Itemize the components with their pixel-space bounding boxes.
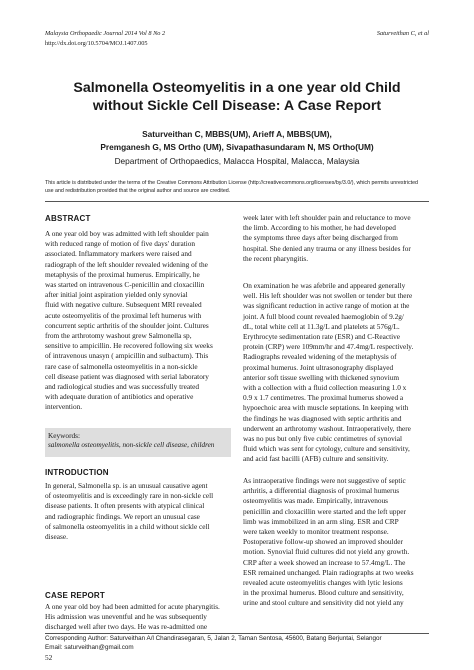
text-line: fluid which was sent for cytology, culture and sensitivity, [243, 444, 410, 454]
text-line: the limb. According to his mother, he had developed [243, 223, 396, 233]
text-line: was started on intravenous C-penicillin and cloxacillin [45, 280, 205, 290]
text-line: was significant reduction in active range of motion at the [243, 301, 410, 311]
text-line: with adequate duration of antibiotics and operative [45, 392, 194, 402]
author-list [0, 128, 474, 154]
footer-email[interactable]: Email: saturveithan@gmail.com [45, 643, 134, 651]
text-line: proximal humerus. Joint ultrasonography displayed [243, 362, 394, 372]
text-line: 0.9 x 1.7 centimetres. The proximal humerus showed a [243, 393, 404, 403]
text-line: discharged well after two days. He was re-admitted one [45, 622, 208, 632]
text-line: Radiographs revealed widening of the metaphysis of [243, 352, 397, 362]
text-line: osteomyelitis was made. Empirically, intravenous [243, 496, 389, 506]
text-line: anterior soft tissue swelling with thickened synovium [243, 372, 400, 382]
text-line: On examination he was afebrile and appeared generally [243, 281, 406, 290]
text-line: A one year old boy had been admitted for acute pharyngitis. [45, 602, 220, 611]
license-line: use and redistribution provided that the original author and source are credited. [45, 187, 231, 194]
text-line: after initial joint aspiration yielded only synovial [45, 290, 188, 300]
text-line: of salmonella osteomyelitis in a child without sickle cell [45, 521, 210, 531]
journal-citation: Malaysia Orthopaedic Journal 2014 Vol 8 No 2 [45, 30, 166, 37]
title-line: without Sickle Cell Disease: A Case Report [92, 98, 382, 114]
abstract-text [45, 229, 231, 413]
text-line: disease. [45, 532, 68, 542]
text-line: hospital. She denied any trauma or any illness besides for [243, 243, 411, 253]
text-line: urine and stool culture and sensitivity did not yield any [243, 598, 404, 608]
body-paragraph-examination [243, 281, 429, 465]
running-head-authors: Saturveithan C, et al [376, 30, 429, 37]
text-line: dL, total white cell at 11.3g/L and platelets at 576g/L. [243, 321, 400, 331]
text-line: metaphysis of the proximal humerus. Empirically, he [45, 269, 200, 279]
introduction-heading: INTRODUCTION [45, 468, 109, 477]
footer-divider [45, 633, 429, 634]
text-line: and radiographic findings. We report an unusual case [45, 511, 200, 521]
license-line: This article is distributed under the terms of the Creative Commons Attribution License (http://creativecommons.org/licenses/by/3.0/), which permits unrestricted [45, 180, 418, 186]
text-line: As intraoperative findings were not suggestive of septic [243, 476, 406, 485]
text-line: acute osteomyelitis of the proximal left humerus with [45, 310, 202, 320]
case-report-heading: CASE REPORT [45, 591, 105, 600]
text-line: arthritis, a differential diagnosis of proximal humerus [243, 486, 400, 496]
text-line: was no pus but only five cubic centimetres of synovial [243, 434, 403, 444]
footer-line: Corresponding Author: Saturveithan A/l Chandirasegaran, 5, Jalan 2, Taman Sentosa, 45600, Batang Berjuntai, Selangor [45, 635, 382, 642]
doi-link[interactable]: http://dx.doi.org/10.5704/MOJ.1407.005 [45, 40, 148, 47]
text-line: radiograph of the left shoulder revealed widening of the [45, 259, 208, 269]
text-line: concurrent septic arthritis of the shoulder joint. Cultures [45, 320, 209, 330]
text-line: CRP after a week showed an increase to 57.4mg/L. The [243, 557, 406, 567]
text-line: In general, Salmonella sp. is an unusual causative agent [45, 481, 208, 490]
text-line: were taken weekly to monitor treatment response. [243, 527, 389, 537]
text-line: hypoechoic area with muscle septations. In keeping with [243, 403, 409, 413]
article-title [0, 79, 474, 115]
text-line: with reduced range of motion of five days' duration [45, 239, 196, 249]
text-line: penicillin and cloxacillin were started and the left upper [243, 506, 406, 516]
title-line: Salmonella Osteomyelitis in a one year old Child [73, 80, 401, 96]
text-line: ESR remained unchanged. Plain radiographs at two weeks [243, 567, 414, 577]
text-line: well. His left shoulder was not swollen or tender but there [243, 291, 413, 301]
top-divider [45, 201, 429, 202]
keywords-text: salmonella osteomyelitis, non-sickle cell disease, children [48, 441, 215, 449]
text-line: protein (CRP) were 109mm/hr and 47.4mg/L respectively. [243, 342, 414, 352]
text-line: sensitive to ampicillin. He recovered following six weeks [45, 341, 213, 351]
keywords-box [45, 428, 231, 457]
corresponding-author-footer [45, 635, 429, 652]
text-line: associated. Inflammatory markers were raised and [45, 249, 192, 259]
text-line: of intravenous unasyn ( ampicillin and sulbactum). This [45, 351, 209, 361]
text-line: A one year old boy was admitted with left shoulder pain [45, 229, 209, 238]
text-line: with a collection with a fluid collection measuring 1.0 x [243, 383, 407, 393]
text-line: intervention. [45, 402, 83, 412]
text-line: Erythrocyte sedimentation rate (ESR) and C-Reactive [243, 332, 401, 342]
introduction-text [45, 481, 231, 542]
text-line: revealed acute osteomyelitis changes with lytic lesions [243, 578, 403, 588]
text-line: underwent an arthrotomy washout. Intraoperatively, there [243, 423, 411, 433]
page-number: 52 [45, 653, 53, 662]
text-line: disease patients. It often presents with atypical clinical [45, 501, 205, 511]
text-line: the recent pharyngitis. [243, 253, 309, 263]
abstract-heading: ABSTRACT [45, 214, 91, 223]
text-line: from the arthrotomy washout grew Salmonella sp, [45, 331, 192, 341]
text-line: motion. Synovial fluid cultures did not yield any growth. [243, 547, 410, 557]
text-line: fluid with negative culture. Subsequent MRI revealed [45, 300, 202, 310]
author-line: Saturveithan C, MBBS(UM), Arieff A, MBBS(UM), [142, 129, 332, 139]
text-line: joint. A full blood count revealed haemoglobin of 9.2g/ [243, 311, 404, 321]
text-line: cell disease patient was diagnosed with serial laboratory [45, 371, 209, 381]
text-line: of osteomyelitis and is exceedingly rare in non-sickle cell [45, 491, 214, 501]
text-line: the findings he was diagnosed with septic arthritis and [243, 413, 402, 423]
text-line: and acid fast bacilli (AFB) culture and sensitivity. [243, 454, 389, 464]
running-header [45, 30, 429, 54]
author-line: Premganesh G, MS Ortho (UM), Sivapathasundaram N, MS Ortho(UM) [100, 142, 374, 152]
text-line: Postoperative follow-up showed an improved shoulder [243, 537, 403, 547]
case-report-text [45, 602, 231, 633]
text-line: in the proximal humerus. Blood culture and sensitivity, [243, 588, 404, 598]
text-line: week later with left shoulder pain and reluctance to move [243, 213, 411, 222]
body-paragraph-history [243, 213, 429, 264]
keywords-label: Keywords: [48, 431, 81, 440]
text-line: the symptoms three days after being discharged from [243, 233, 398, 243]
text-line: rare case of salmonella osteomyelitis in a non-sickle [45, 361, 198, 371]
body-paragraph-treatment [243, 476, 429, 609]
text-line: limb was immobilized in an arm sling. ESR and CRP [243, 516, 399, 526]
text-line: and radiological studies and was successfully treated [45, 382, 199, 392]
license-notice [45, 180, 435, 195]
affiliation: Department of Orthopaedics, Malacca Hospital, Malacca, Malaysia [114, 156, 360, 166]
text-line: His admission was uneventful and he was subsequently [45, 612, 207, 622]
